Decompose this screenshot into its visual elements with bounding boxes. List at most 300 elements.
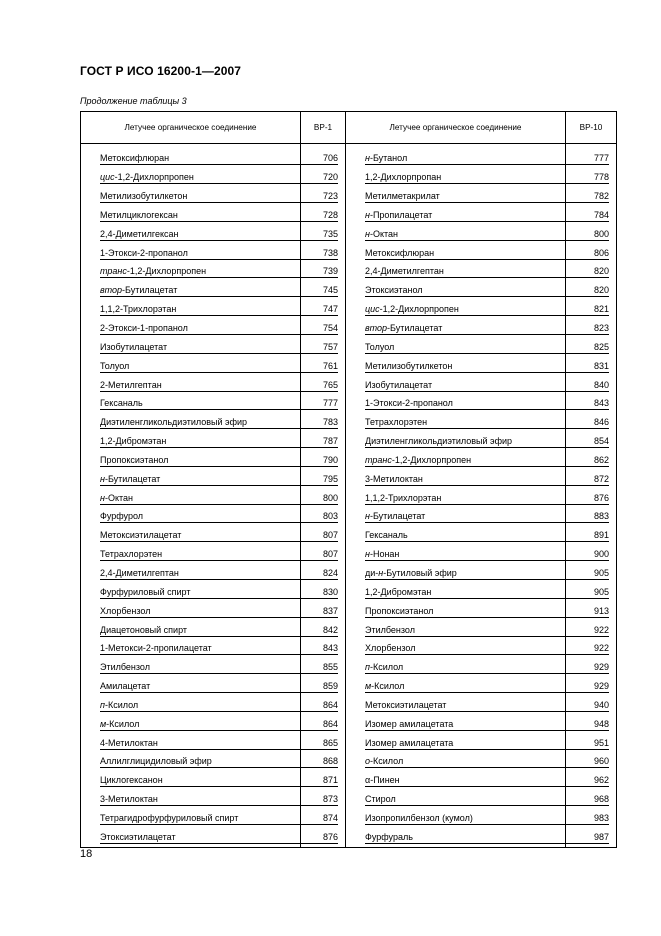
compound-bp1-cell [81, 395, 301, 414]
compound-bp1-cell [81, 640, 301, 659]
table-row [81, 489, 617, 508]
compound-bp1-cell [81, 753, 301, 772]
compound-bp1-cell [81, 452, 301, 471]
table-row [81, 433, 617, 452]
retention-index: 842 [293, 625, 338, 637]
compound-name: Этилбензол [100, 662, 301, 674]
value-bp1-cell [301, 753, 346, 772]
retention-index: 876 [558, 493, 609, 505]
value-bp10-cell [566, 565, 617, 584]
retention-index: 905 [558, 587, 609, 599]
table-row [81, 320, 617, 339]
compound-bp1-cell [81, 470, 301, 489]
compound-bp10-cell [346, 565, 566, 584]
table-body [81, 144, 617, 848]
value-bp1-cell [301, 470, 346, 489]
table-row [81, 659, 617, 678]
compound-name: н-Октан [365, 229, 566, 241]
value-bp1-cell [301, 772, 346, 791]
compound-name: Метоксифлюран [100, 153, 301, 165]
value-bp10-cell [566, 696, 617, 715]
table-row [81, 621, 617, 640]
value-bp10-cell [566, 282, 617, 301]
compound-bp10-cell [346, 188, 566, 207]
compound-name: Фурфураль [365, 832, 566, 844]
compound-name: Тетрагидрофурфуриловый спирт [100, 813, 301, 825]
compound-bp1-cell [81, 715, 301, 734]
retention-index: 962 [558, 775, 609, 787]
table-row [81, 527, 617, 546]
value-bp1-cell [301, 414, 346, 433]
value-bp1-cell [301, 357, 346, 376]
compound-bp10-cell [346, 546, 566, 565]
compound-bp1-cell [81, 546, 301, 565]
value-bp1-cell [301, 621, 346, 640]
value-bp1-cell [301, 225, 346, 244]
value-bp10-cell [566, 828, 617, 847]
compound-name: Изобутилацетат [100, 342, 301, 354]
compound-bp1-cell [81, 734, 301, 753]
compound-name: п-Ксилол [365, 662, 566, 674]
table-row [81, 395, 617, 414]
compound-name: Пропоксиэтанол [365, 606, 566, 618]
retention-index: 824 [293, 568, 338, 580]
value-bp10-cell [566, 301, 617, 320]
compound-bp1-cell [81, 357, 301, 376]
compound-name: н-Нонан [365, 549, 566, 561]
compound-bp1-cell [81, 678, 301, 697]
value-bp1-cell [301, 282, 346, 301]
compound-name: п-Ксилол [100, 700, 301, 712]
header-compound-1: Летучее органическое соединение [81, 112, 301, 144]
compound-bp10-cell [346, 583, 566, 602]
compound-name: Хлорбензол [100, 606, 301, 618]
retention-index: 787 [293, 436, 338, 448]
compound-name: 2,4-Диметилгептан [100, 568, 301, 580]
value-bp1-cell [301, 791, 346, 810]
retention-index: 874 [293, 813, 338, 825]
value-bp10-cell [566, 414, 617, 433]
retention-index: 940 [558, 700, 609, 712]
compound-name: 2,4-Диметилгептан [365, 266, 566, 278]
retention-index: 800 [293, 493, 338, 505]
table-row [81, 583, 617, 602]
compound-bp1-cell [81, 414, 301, 433]
compound-bp10-cell [346, 772, 566, 791]
compound-bp1-cell [81, 150, 301, 169]
table-header-row [81, 112, 617, 144]
compound-bp10-cell [346, 150, 566, 169]
value-bp10-cell [566, 169, 617, 188]
compound-bp10-cell [346, 489, 566, 508]
compound-bp10-cell [346, 207, 566, 226]
retention-index: 846 [558, 417, 609, 429]
value-bp1-cell [301, 583, 346, 602]
retention-index: 807 [293, 530, 338, 542]
value-bp1-cell [301, 188, 346, 207]
value-bp10-cell [566, 320, 617, 339]
compound-bp10-cell [346, 244, 566, 263]
compound-name: Гексаналь [100, 398, 301, 410]
value-bp10-cell [566, 527, 617, 546]
compound-bp1-cell [81, 772, 301, 791]
table-row [81, 810, 617, 829]
compound-name: Толуол [365, 342, 566, 354]
value-bp10-cell [566, 225, 617, 244]
table-row [81, 150, 617, 169]
compound-bp1-cell [81, 565, 301, 584]
compound-bp10-cell [346, 696, 566, 715]
value-bp1-cell [301, 715, 346, 734]
value-bp1-cell [301, 678, 346, 697]
compound-name: Метоксифлюран [365, 248, 566, 260]
compound-name: Метилизобутилкетон [100, 191, 301, 203]
compound-bp1-cell [81, 376, 301, 395]
retention-index: 706 [293, 153, 338, 165]
table-caption: Продолжение таблицы 3 [80, 96, 187, 106]
compound-name: втор-Бутилацетат [100, 285, 301, 297]
retention-index: 806 [558, 248, 609, 260]
compound-name: 4-Метилоктан [100, 738, 301, 750]
retention-index: 831 [558, 361, 609, 373]
compound-name: ди-н-Бутиловый эфир [365, 568, 566, 580]
compound-bp1-cell [81, 583, 301, 602]
compound-bp10-cell [346, 376, 566, 395]
value-bp1-cell [301, 150, 346, 169]
value-bp1-cell [301, 810, 346, 829]
retention-index: 843 [293, 643, 338, 655]
compound-name: 1,2-Дибромэтан [365, 587, 566, 599]
compound-name: транс-1,2-Дихлорпропен [365, 455, 566, 467]
table-row [81, 301, 617, 320]
retention-index: 777 [293, 398, 338, 410]
table-row [81, 696, 617, 715]
table-row [81, 263, 617, 282]
value-bp10-cell [566, 263, 617, 282]
compound-bp1-cell [81, 320, 301, 339]
retention-index: 913 [558, 606, 609, 618]
compound-bp10-cell [346, 320, 566, 339]
value-bp10-cell [566, 376, 617, 395]
page-number: 18 [80, 848, 93, 860]
table-row [81, 414, 617, 433]
value-bp1-cell [301, 565, 346, 584]
compound-name: Метоксиэтилацетат [365, 700, 566, 712]
retention-index: 900 [558, 549, 609, 561]
compound-name: Метилизобутилкетон [365, 361, 566, 373]
value-bp10-cell [566, 715, 617, 734]
compound-bp1-cell [81, 527, 301, 546]
compound-name: Фурфуриловый спирт [100, 587, 301, 599]
value-bp10-cell [566, 207, 617, 226]
compound-name: н-Бутилацетат [365, 511, 566, 523]
compound-name: 1-Этокси-2-пропанол [100, 248, 301, 260]
retention-index: 864 [293, 719, 338, 731]
retention-index: 983 [558, 813, 609, 825]
compound-bp1-cell [81, 169, 301, 188]
compound-bp10-cell [346, 225, 566, 244]
compound-bp10-cell [346, 452, 566, 471]
compound-name: втор-Бутилацетат [365, 323, 566, 335]
retention-index: 865 [293, 738, 338, 750]
retention-index: 951 [558, 738, 609, 750]
compound-name: Стирол [365, 794, 566, 806]
table-row [81, 225, 617, 244]
value-bp10-cell [566, 810, 617, 829]
retention-index: 790 [293, 455, 338, 467]
retention-index: 782 [558, 191, 609, 203]
retention-index: 747 [293, 304, 338, 316]
table-row [81, 546, 617, 565]
table-row [81, 207, 617, 226]
retention-index: 777 [558, 153, 609, 165]
table-row [81, 169, 617, 188]
retention-index: 883 [558, 511, 609, 523]
value-bp1-cell [301, 640, 346, 659]
compound-name: Гексаналь [365, 530, 566, 542]
compound-bp10-cell [346, 282, 566, 301]
retention-index: 803 [293, 511, 338, 523]
compound-bp10-cell [346, 621, 566, 640]
value-bp1-cell [301, 452, 346, 471]
compound-bp1-cell [81, 301, 301, 320]
table-row [81, 715, 617, 734]
compound-bp1-cell [81, 244, 301, 263]
compound-name: Циклогексанон [100, 775, 301, 787]
value-bp10-cell [566, 659, 617, 678]
compound-bp10-cell [346, 810, 566, 829]
value-bp10-cell [566, 150, 617, 169]
table-row [81, 772, 617, 791]
compound-bp10-cell [346, 715, 566, 734]
table-row [81, 452, 617, 471]
compound-name: Диацетоновый спирт [100, 625, 301, 637]
compound-name: Фурфурол [100, 511, 301, 523]
compound-name: 1-Этокси-2-пропанол [365, 398, 566, 410]
table-row [81, 678, 617, 697]
compound-name: н-Бутилацетат [100, 474, 301, 486]
compound-bp10-cell [346, 791, 566, 810]
retention-index: 929 [558, 681, 609, 693]
retention-index: 795 [293, 474, 338, 486]
retention-index: 754 [293, 323, 338, 335]
table-row [81, 602, 617, 621]
compound-bp1-cell [81, 225, 301, 244]
retention-index: 868 [293, 756, 338, 768]
compound-name: Изобутилацетат [365, 380, 566, 392]
table-row [81, 508, 617, 527]
compound-name: Аллилглицидиловый эфир [100, 756, 301, 768]
retention-index: 821 [558, 304, 609, 316]
compound-name: н-Октан [100, 493, 301, 505]
compound-name: Тетрахлорэтен [100, 549, 301, 561]
retention-index: 929 [558, 662, 609, 674]
value-bp10-cell [566, 583, 617, 602]
compound-name: Хлорбензол [365, 643, 566, 655]
value-bp1-cell [301, 659, 346, 678]
value-bp1-cell [301, 696, 346, 715]
table-row [81, 791, 617, 810]
value-bp1-cell [301, 527, 346, 546]
compound-name: м-Ксилол [100, 719, 301, 731]
table-row [81, 828, 617, 847]
compound-name: 3-Метилоктан [365, 474, 566, 486]
retention-index: 864 [293, 700, 338, 712]
value-bp10-cell [566, 791, 617, 810]
compound-bp1-cell [81, 263, 301, 282]
compound-bp10-cell [346, 734, 566, 753]
value-bp10-cell [566, 734, 617, 753]
table-row [81, 470, 617, 489]
compound-bp10-cell [346, 678, 566, 697]
compound-bp1-cell [81, 791, 301, 810]
compound-bp10-cell [346, 508, 566, 527]
compound-bp10-cell [346, 659, 566, 678]
retention-index: 728 [293, 210, 338, 222]
compound-name: 2,4-Диметилгексан [100, 229, 301, 241]
compound-name: Метоксиэтилацетат [100, 530, 301, 542]
value-bp1-cell [301, 395, 346, 414]
compound-name: цис-1,2-Дихлорпропен [100, 172, 301, 184]
value-bp1-cell [301, 301, 346, 320]
value-bp10-cell [566, 489, 617, 508]
compound-bp10-cell [346, 753, 566, 772]
retention-index: 854 [558, 436, 609, 448]
retention-index: 873 [293, 794, 338, 806]
compound-name: 1-Метокси-2-пропилацетат [100, 643, 301, 655]
compound-bp10-cell [346, 395, 566, 414]
value-bp10-cell [566, 546, 617, 565]
compound-bp1-cell [81, 602, 301, 621]
table-row [81, 640, 617, 659]
value-bp10-cell [566, 621, 617, 640]
compound-name: о-Ксилол [365, 756, 566, 768]
value-bp10-cell [566, 678, 617, 697]
compound-name: н-Пропилацетат [365, 210, 566, 222]
retention-index: 987 [558, 832, 609, 844]
compound-bp10-cell [346, 301, 566, 320]
retention-index: 855 [293, 662, 338, 674]
value-bp10-cell [566, 753, 617, 772]
compound-bp10-cell [346, 828, 566, 847]
value-bp10-cell [566, 338, 617, 357]
retention-index: 745 [293, 285, 338, 297]
value-bp10-cell [566, 244, 617, 263]
retention-index: 783 [293, 417, 338, 429]
value-bp1-cell [301, 376, 346, 395]
compound-name: Диэтиленгликольдиэтиловый эфир [365, 436, 566, 448]
retention-index: 820 [558, 285, 609, 297]
retention-index: 820 [558, 266, 609, 278]
compound-name: н-Бутанол [365, 153, 566, 165]
retention-index: 837 [293, 606, 338, 618]
compound-bp1-cell [81, 338, 301, 357]
value-bp10-cell [566, 452, 617, 471]
value-bp1-cell [301, 602, 346, 621]
compound-bp10-cell [346, 433, 566, 452]
compound-name: 1,2-Дихлорпропан [365, 172, 566, 184]
value-bp1-cell [301, 207, 346, 226]
retention-index: 720 [293, 172, 338, 184]
retention-index: 968 [558, 794, 609, 806]
compound-name: Изопропилбензол (кумол) [365, 813, 566, 825]
compound-name: 1,2-Дибромэтан [100, 436, 301, 448]
value-bp1-cell [301, 546, 346, 565]
compound-name: Метилциклогексан [100, 210, 301, 222]
compound-name: Изомер амилацетата [365, 719, 566, 731]
retention-index: 823 [558, 323, 609, 335]
table-row [81, 565, 617, 584]
value-bp10-cell [566, 772, 617, 791]
compound-bp10-cell [346, 338, 566, 357]
table-row [81, 357, 617, 376]
compound-name: Тетрахлорэтен [365, 417, 566, 429]
retention-index: 876 [293, 832, 338, 844]
compound-bp1-cell [81, 810, 301, 829]
compound-bp10-cell [346, 169, 566, 188]
compound-bp10-cell [346, 527, 566, 546]
table-row [81, 376, 617, 395]
retention-index: 948 [558, 719, 609, 731]
retention-index: 905 [558, 568, 609, 580]
retention-index: 843 [558, 398, 609, 410]
table-row [81, 282, 617, 301]
compound-bp1-cell [81, 696, 301, 715]
retention-index: 723 [293, 191, 338, 203]
retention-index: 765 [293, 380, 338, 392]
value-bp1-cell [301, 169, 346, 188]
compound-name: 3-Метилоктан [100, 794, 301, 806]
table-row [81, 734, 617, 753]
compound-bp1-cell [81, 489, 301, 508]
compound-bp10-cell [346, 357, 566, 376]
compound-bp1-cell [81, 188, 301, 207]
retention-index: 830 [293, 587, 338, 599]
value-bp1-cell [301, 489, 346, 508]
retention-index: 807 [293, 549, 338, 561]
value-bp10-cell [566, 357, 617, 376]
value-bp1-cell [301, 828, 346, 847]
retention-index: 862 [558, 455, 609, 467]
value-bp10-cell [566, 640, 617, 659]
retention-index: 840 [558, 380, 609, 392]
compound-name: Диэтиленгликольдиэтиловый эфир [100, 417, 301, 429]
compound-bp10-cell [346, 263, 566, 282]
table-row [81, 188, 617, 207]
compound-bp10-cell [346, 470, 566, 489]
retention-index: 738 [293, 248, 338, 260]
compound-bp1-cell [81, 659, 301, 678]
compound-bp10-cell [346, 640, 566, 659]
compound-name: 2-Метилгептан [100, 380, 301, 392]
value-bp10-cell [566, 470, 617, 489]
compound-name: 1,1,2-Трихлорэтан [365, 493, 566, 505]
compound-bp1-cell [81, 508, 301, 527]
compound-bp1-cell [81, 207, 301, 226]
value-bp10-cell [566, 508, 617, 527]
retention-index: 922 [558, 643, 609, 655]
compound-name: транс-1,2-Дихлорпропен [100, 266, 301, 278]
compound-name: Этилбензол [365, 625, 566, 637]
value-bp1-cell [301, 734, 346, 753]
retention-index: 735 [293, 229, 338, 241]
document-title: ГОСТ Р ИСО 16200-1—2007 [80, 64, 242, 78]
table-row [81, 753, 617, 772]
table-row [81, 244, 617, 263]
compound-bp1-cell [81, 433, 301, 452]
retention-index: 872 [558, 474, 609, 486]
compound-name: Этоксиэтилацетат [100, 832, 301, 844]
